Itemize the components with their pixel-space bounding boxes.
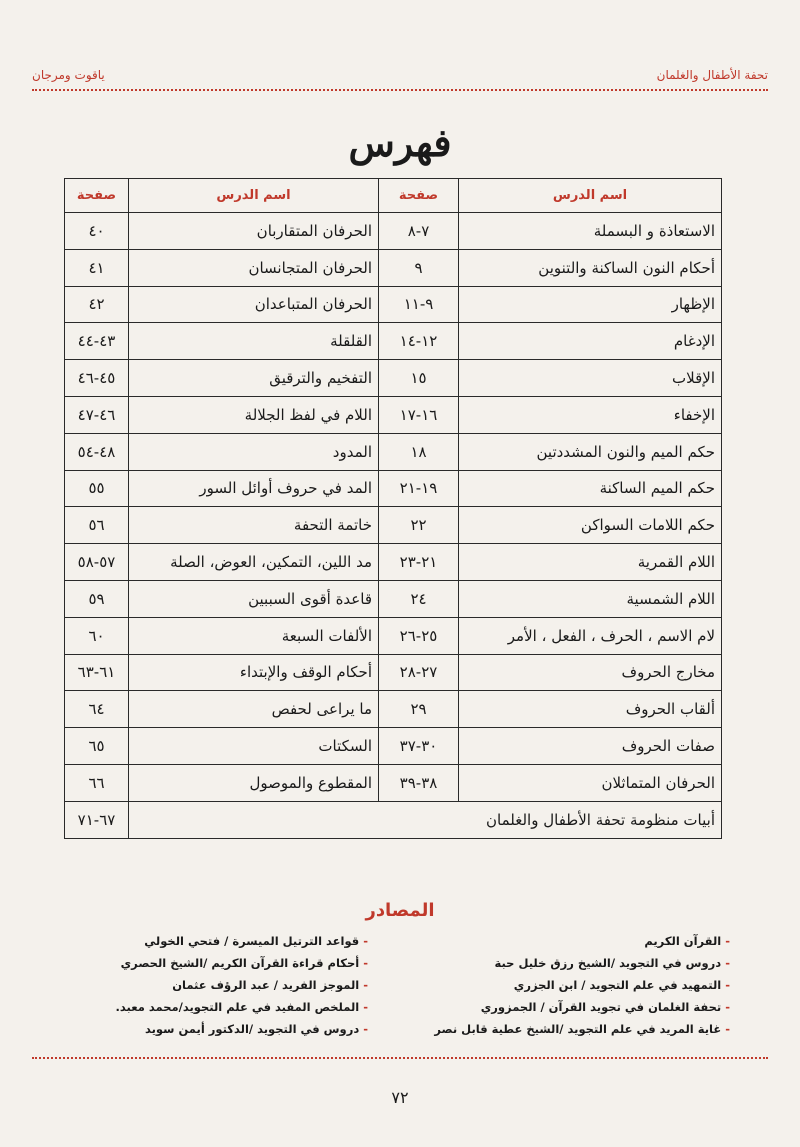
lesson-name: المدود bbox=[129, 433, 379, 470]
lesson-page: ٦٧-٧١ bbox=[65, 801, 129, 838]
source-item: - غاية المريد في علم التجويد /الشيخ عطية قابل نصر bbox=[400, 1018, 730, 1040]
source-item: - أحكام قراءة القرآن الكريم /الشيخ الحصري bbox=[58, 952, 368, 974]
lesson-name: الحرفان المتماثلان bbox=[459, 764, 722, 801]
table-row bbox=[65, 507, 722, 544]
table-row bbox=[65, 654, 722, 691]
lesson-name: الإظهار bbox=[459, 286, 722, 323]
lesson-name: الإقلاب bbox=[459, 360, 722, 397]
lesson-page: ٦٦ bbox=[65, 764, 129, 801]
page-number: ٧٢ bbox=[391, 1088, 409, 1107]
lesson-page: ٥٦ bbox=[65, 507, 129, 544]
source-item: - دروس في التجويد /الدكتور أيمن سويد bbox=[58, 1018, 368, 1040]
lesson-page: ٤٠ bbox=[65, 213, 129, 250]
lesson-page: ١٢-١٤ bbox=[379, 323, 459, 360]
lesson-page: ٤٥-٤٦ bbox=[65, 360, 129, 397]
table-row bbox=[65, 544, 722, 581]
lesson-page: ٥٧-٥٨ bbox=[65, 544, 129, 581]
table-row bbox=[65, 323, 722, 360]
lesson-name: الحرفان المتجانسان bbox=[129, 249, 379, 286]
lesson-name: أبيات منظومة تحفة الأطفال والغلمان bbox=[129, 801, 722, 838]
lesson-page: ٢٥-٢٦ bbox=[379, 617, 459, 654]
sources-list-left bbox=[58, 930, 368, 1040]
lesson-name: السكتات bbox=[129, 728, 379, 765]
table-row bbox=[65, 470, 722, 507]
footer-divider bbox=[32, 1057, 768, 1059]
lesson-name: صفات الحروف bbox=[459, 728, 722, 765]
source-item: - التمهيد في علم التجويد / ابن الجزري bbox=[400, 974, 730, 996]
lesson-page: ٢٩ bbox=[379, 691, 459, 728]
lesson-name: خاتمة التحفة bbox=[129, 507, 379, 544]
lesson-name: قاعدة أقوى السببين bbox=[129, 580, 379, 617]
source-item: - الملخص المفيد في علم التجويد/محمد معبد. bbox=[58, 996, 368, 1018]
sources-list-right bbox=[400, 930, 730, 1040]
lesson-page: ٩ bbox=[379, 249, 459, 286]
lesson-name: ألقاب الحروف bbox=[459, 691, 722, 728]
page-title: فهرس bbox=[348, 120, 452, 165]
lesson-page: ٤٢ bbox=[65, 286, 129, 323]
table-row bbox=[65, 433, 722, 470]
table-row bbox=[65, 360, 722, 397]
lesson-page: ٤٣-٤٤ bbox=[65, 323, 129, 360]
source-item: - قواعد الترتيل الميسرة / فتحي الخولي bbox=[58, 930, 368, 952]
lesson-page: ٢٧-٢٨ bbox=[379, 654, 459, 691]
lesson-page: ١٨ bbox=[379, 433, 459, 470]
lesson-name: أحكام الوقف والإبتداء bbox=[129, 654, 379, 691]
table-row bbox=[65, 691, 722, 728]
table-row bbox=[65, 396, 722, 433]
header-book-series: ياقوت ومرجان bbox=[32, 68, 105, 82]
lesson-page: ١٩-٢١ bbox=[379, 470, 459, 507]
col-header-page-2: صفحة bbox=[65, 179, 129, 213]
lesson-name: الألفات السبعة bbox=[129, 617, 379, 654]
lesson-page: ٥٩ bbox=[65, 580, 129, 617]
table-row bbox=[65, 617, 722, 654]
lesson-name: اللام في لفظ الجلالة bbox=[129, 396, 379, 433]
lesson-name: الحرفان المتباعدان bbox=[129, 286, 379, 323]
table-body bbox=[65, 213, 722, 839]
lesson-name: اللام القمرية bbox=[459, 544, 722, 581]
source-item: - الموجز الفريد / عبد الرؤف عثمان bbox=[58, 974, 368, 996]
lesson-page: ١٥ bbox=[379, 360, 459, 397]
lesson-name: المقطوع والموصول bbox=[129, 764, 379, 801]
table-row bbox=[65, 213, 722, 250]
lesson-page: ٧-٨ bbox=[379, 213, 459, 250]
lesson-name: مخارج الحروف bbox=[459, 654, 722, 691]
header-book-title: تحفة الأطفال والغلمان bbox=[656, 68, 768, 82]
lesson-page: ٤٦-٤٧ bbox=[65, 396, 129, 433]
table-row bbox=[65, 728, 722, 765]
table-row bbox=[65, 249, 722, 286]
col-header-lesson-2: اسم الدرس bbox=[129, 179, 379, 213]
source-item: - دروس في التجويد /الشيخ رزق خليل حبة bbox=[400, 952, 730, 974]
lesson-name: ما يراعى لحفص bbox=[129, 691, 379, 728]
lesson-page: ٤٨-٥٤ bbox=[65, 433, 129, 470]
lesson-name: الإخفاء bbox=[459, 396, 722, 433]
lesson-name: المد في حروف أوائل السور bbox=[129, 470, 379, 507]
lesson-name: التفخيم والترقيق bbox=[129, 360, 379, 397]
col-header-lesson-1: اسم الدرس bbox=[459, 179, 722, 213]
table-row bbox=[65, 764, 722, 801]
contents-table bbox=[64, 178, 722, 839]
lesson-page: ٩-١١ bbox=[379, 286, 459, 323]
source-item: - تحفة الغلمان في تجويد القرآن / الجمزوري bbox=[400, 996, 730, 1018]
header-divider bbox=[32, 89, 768, 91]
table-header-row bbox=[65, 179, 722, 213]
table-row bbox=[65, 286, 722, 323]
table-row bbox=[65, 580, 722, 617]
lesson-name: اللام الشمسية bbox=[459, 580, 722, 617]
lesson-page: ٤١ bbox=[65, 249, 129, 286]
lesson-page: ٥٥ bbox=[65, 470, 129, 507]
source-item: - القرآن الكريم bbox=[400, 930, 730, 952]
lesson-name: الإدغام bbox=[459, 323, 722, 360]
lesson-name: حكم الميم الساكنة bbox=[459, 470, 722, 507]
lesson-page: ٦١-٦٣ bbox=[65, 654, 129, 691]
table-row-final bbox=[65, 801, 722, 838]
lesson-name: القلقلة bbox=[129, 323, 379, 360]
lesson-name: الاستعاذة و البسملة bbox=[459, 213, 722, 250]
lesson-page: ٦٥ bbox=[65, 728, 129, 765]
lesson-name: حكم اللامات السواكن bbox=[459, 507, 722, 544]
lesson-page: ٢٢ bbox=[379, 507, 459, 544]
lesson-page: ٢١-٢٣ bbox=[379, 544, 459, 581]
lesson-page: ٢٤ bbox=[379, 580, 459, 617]
lesson-name: مد اللين، التمكين، العوض، الصلة bbox=[129, 544, 379, 581]
lesson-name: أحكام النون الساكنة والتنوين bbox=[459, 249, 722, 286]
lesson-page: ٦٠ bbox=[65, 617, 129, 654]
lesson-page: ٣٠-٣٧ bbox=[379, 728, 459, 765]
lesson-name: لام الاسم ، الحرف ، الفعل ، الأمر bbox=[459, 617, 722, 654]
lesson-name: الحرفان المتقاربان bbox=[129, 213, 379, 250]
sources-title: المصادر bbox=[365, 900, 435, 921]
lesson-page: ١٦-١٧ bbox=[379, 396, 459, 433]
col-header-page-1: صفحة bbox=[379, 179, 459, 213]
lesson-page: ٣٨-٣٩ bbox=[379, 764, 459, 801]
lesson-page: ٦٤ bbox=[65, 691, 129, 728]
lesson-name: حكم الميم والنون المشددتين bbox=[459, 433, 722, 470]
